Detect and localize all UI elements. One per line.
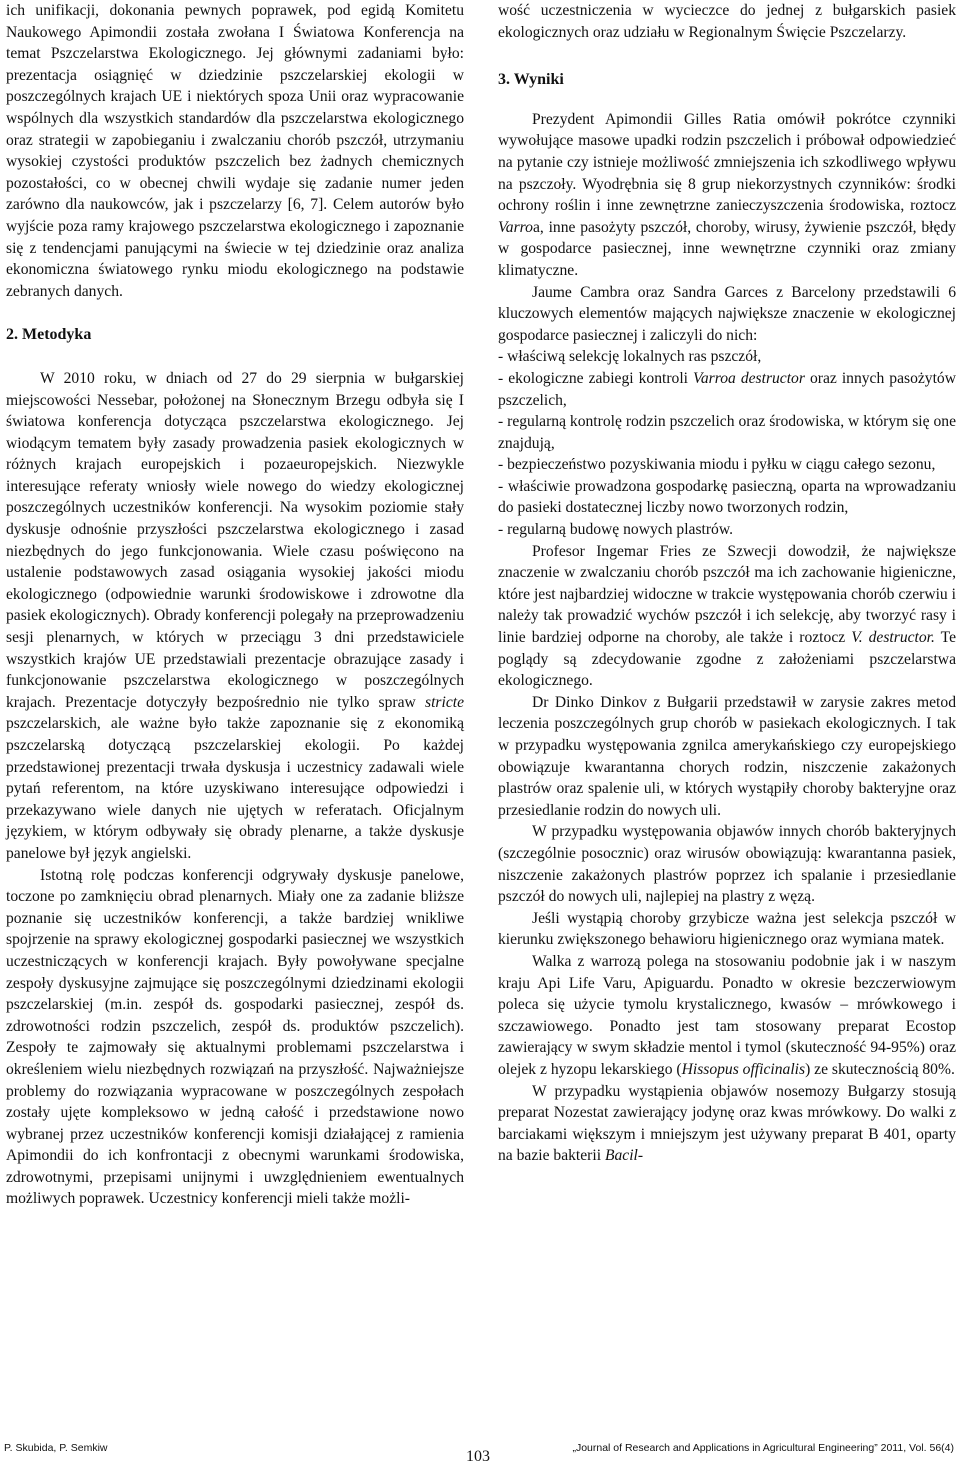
right-column xyxy=(498,0,956,1167)
page-number: 103 xyxy=(466,1448,490,1465)
list-item xyxy=(498,368,956,411)
text-span: Profesor Ingemar Fries ze Szwecji dowodził, że największe znaczenie w zwalczaniu chorób pszczół ma ich zachowanie higieniczne, które jest najbardziej widoczne w trakcie występowania chorób czerwiu i należy tak prowadzić wychów pszczół i ich selekcję, aby tworzyć rasy i linie bardziej odporne na choroby, ale także i roztocz xyxy=(498,542,956,647)
footer-journal: „Journal of Research and Applications in Agricultural Engineering” 2011, Vol. 56(4) xyxy=(572,1442,954,1454)
results-paragraph-3 xyxy=(498,541,956,692)
footer-authors: P. Skubida, P. Semkiw xyxy=(4,1442,108,1454)
text-span: W przypadku wystąpienia objawów nosemozy Bułgarzy stosują preparat Nozestat zawierający jodynę oraz kwas mrówkowy. Do walki z barciakami większym i mniejszym jest używany preparat B 401, oparty na bazie bakterii xyxy=(498,1082,956,1165)
list-item: - właściwie prowadzona gospodarkę pasieczną, oparta na wprowadzaniu do pasieki dostatecznej liczby nowo tworzonych rodzin, xyxy=(498,477,956,517)
results-paragraph-5: W przypadku występowania objawów innych chorób bakteryjnych (szczególnie posocznic) oraz wirusów obowiązują: kwarantanna pasiek, niszczenie zakażonych plastrów poprzez ich spalanie i przesiedlanie pszczół do nowych uli, najlepiej na plastry z węzą. xyxy=(498,823,956,906)
text-span: a, inne pasożyty pszczół, choroby, wirusy, żywienie pszczół, błędy w gospodarce pasiecznej, inne wewnętrzne czynniki oraz zmiany klimatyczne. xyxy=(498,218,956,279)
results-paragraph-2: Jaume Cambra oraz Sandra Garces z Barcelony przedstawili 6 kluczowych elementów mających największe znaczenie w ekologicznej gospodarce pasiecznej i zaliczyli do nich: xyxy=(498,283,956,344)
text-span: - ekologiczne zabiegi kontroli xyxy=(498,369,689,387)
list-item: - bezpieczeństwo pozyskiwania miodu i pyłku w ciągu całego sezonu, xyxy=(498,456,936,474)
intro-paragraph: ich unifikacji, dokonania pewnych poprawek, pod egidą Komitetu Naukowego Apimondii została zwołana I Światowa Konferencja na temat Pszczelarstwa Ekologicznego. Jej głównymi zadaniami było: prezentacja osiągnięć w dziedzinie pszczelarskiej ekologii w poszczególnych krajach UE i niektórych spoza Unii oraz wypracowanie wspólnych dla wszystkich standardów dla pszczelarstwa ekologicznego oraz strategii w zapobieganiu i zwalczaniu chorób pszczół, utrzymaniu wysokiej czystości produktów pszczelich bez żadnych chemicznych pozostałości, co w obecnej chwili wydaje się zadanie numer jeden zarówno dla naukowców, jak i pszczelarzy [6, 7]. Celem autorów było wyjście poza ramy krajowego pszczelarstwa ekologicznego i zapoznanie się z tendencjami panującymi na świecie w tej dziedzinie oraz analiza ekonomiczna światowego rynku miodu ekologicznego na podstawie zebranych danych. xyxy=(6,2,464,300)
italic-term: V. destructor. xyxy=(851,629,935,647)
results-paragraph-6: Jeśli wystąpią choroby grzybicze ważna jest selekcja pszczół w kierunku zwiększonego behawioru higienicznego oraz wymiana matek. xyxy=(498,909,956,949)
continuation-paragraph: wość uczestniczenia w wycieczce do jednej z bułgarskich pasiek ekologicznych oraz udziału w Regionalnym Święcie Pszczelarzy. xyxy=(498,2,956,41)
methods-paragraph-2: Istotną rolę podczas konferencji odgrywały dyskusje panelowe, toczone po zamknięciu obrad plenarnych. Miały one za zadanie bliższe poznanie się uczestników konferencji, a także bardziej wnikliwe spojrzenie na sprawy ekologicznej gospodarki pasiecznej we wszystkich uczestniczących w konferencji krajach. Były powoływane specjalne zespoły dyskusyjne zajmujące się poszczególnymi dziedzinami ekologii pszczelarskiej (m.in. zespół ds. gospodarki pasiecznej, zespół ds. zdrowotności rodzin pszczelich, zespół ds. produktów pszczelich). Zespoły te zajmowały się aktualnymi problemami pszczelarstwa i określeniem wielu niezbędnych rozwiązań na przyszłość. Najważniejsze problemy do rozwiązania wypracowane w poszczególnych zespołach zostały ujęte kompleksowo w jedną całość i przedstawione nowo wybranej przez uczestników konferencji komisji działającej z ramienia Apimondii do ich konfrontacji z obecnymi warunkami środowiska, zdrowotnymi, przepisami unijnymi i uwzględnieniem ewentualnych możliwych poprawek. Uczestnicy konferencji mieli także możli- xyxy=(6,866,464,1208)
text-span: Walka z warrozą polega na stosowaniu podobnie jak i w naszym kraju Api Life Varu, Apiguardu. Ponadto w okresie bezczerwiowym poleca się użycie tymolu krystalicznego, kwasów – mrówkowego i szczawiowego. Ponadto jest tam stosowany preparat Ecostop zawierający w swym składzie mentol i tymol (skuteczność 94-95%) oraz olejek z hyzopu lekarskiego ( xyxy=(498,952,956,1078)
italic-term: stricte xyxy=(425,693,464,711)
italic-term: Varro xyxy=(498,218,533,236)
text-span: W 2010 roku, w dniach od 27 do 29 sierpnia w bułgarskiej miejscowości Nessebar, położonej na Słonecznym Brzegu odbyła się I światowa konferencja dotycząca pszczelarstwa ekologicznego. Jej wiodącym tematem były zasady prowadzenia pasiek ekologicznych w różnych krajach europejskich i pozaeuropejskich. Niezwykle interesujące referaty wniosły wiele nowego do wiedzy ekologicznej poszczególnych uczestników konferencji. Na wysokim poziomie stały dyskusje odnośnie przyszłości pszczelarstwa ekologicznego i zasad niezbędnych do jego funkcjonowania. Wiele czasu poświęcono na ustalenie podstawowych zasad osiągania wysokiej jakości miodu ekologicznego (odpowiednie warunki środowiskowe i zdrowotne dla pasiek ekologicznych). Obrady konferencji polegały na przeprowadzeniu sesji plenarnych, w których w przeciągu 3 dni przedstawiciele wszystkich krajów UE przedstawiali prezentacje obrazujące zasady i funkcjonowanie pszczelarstwa ekologicznego w poszczególnych krajach. Prezentacje dotyczyły bezpośrednio nie tylko spraw xyxy=(6,369,464,711)
italic-term: Varroa destructor xyxy=(693,369,805,387)
text-span: oraz innych pasożytów pszczelich, xyxy=(498,369,956,409)
text-span: Prezydent Apimondii Gilles Ratia omówił pokrótce czynniki wywołujące masowe upadki rodzin pszczelich i próbował odpowiedzieć na pytanie czy istnieje możliwość zmniejszenia ich szkodliwego wpływu na pszczoły. Wyodrębnia się 8 grup niekorzystnych czynników: środki ochrony roślin i inne zewnętrzne zanieczyszczenia środowiska, roztocz xyxy=(498,110,956,215)
text-span: pszczelarskich, ale ważne było także zapoznanie się z ekonomiką pszczelarską dotyczącą pszczelarskiej ekologii. Po każdej przedstawionej prezentacji trwała dyskusja i uczestnicy zadawali wiele pytań referentom, na które uzyskiwano interesujące odpowiedzi i przekazywano wiele danych nie ujętych w referatach. Oficjalnym językiem, w którym odbywały się obrady plenarne, a także dyskusje panelowe był język angielski. xyxy=(6,715,464,862)
results-paragraph-8 xyxy=(498,1081,956,1167)
italic-term: Hissopus officinalis xyxy=(681,1060,806,1078)
text-span: ) ze skutecznością 80%. xyxy=(805,1060,955,1078)
methods-paragraph-1 xyxy=(6,368,464,865)
list-item: - właściwą selekcję lokalnych ras pszczół, xyxy=(498,348,762,366)
section-heading-results: 3. Wyniki xyxy=(498,71,564,89)
list-item: - regularną budowę nowych plastrów. xyxy=(498,521,733,539)
results-paragraph-7 xyxy=(498,951,956,1081)
list-item: - regularną kontrolę rodzin pszczelich oraz środowiska, w którym się one znajdują, xyxy=(498,413,956,452)
results-paragraph-4: Dr Dinko Dinkov z Bułgarii przedstawił w zarysie zakres metod leczenia poszczególnych grup chorób w pasiekach ekologicznych. I tak w przypadku występowania zgnilca amerykańskiego czy europejskiego obowiązuje kwarantanna chorych rodzin, niszczenie zakażonych plastrów oraz spalenie uli, w których wystąpiły choroby bakteryjne oraz przesiedlanie rodzin do nowych uli. xyxy=(498,693,956,819)
results-paragraph-1 xyxy=(498,109,956,282)
text-span: Te poglądy są zdecydowanie zgodne z założeniami pszczelarstwa ekologicznego. xyxy=(498,629,957,690)
italic-term: Bacil- xyxy=(604,1147,644,1165)
left-column xyxy=(6,0,464,1210)
section-heading-methods: 2. Metodyka xyxy=(6,326,92,344)
